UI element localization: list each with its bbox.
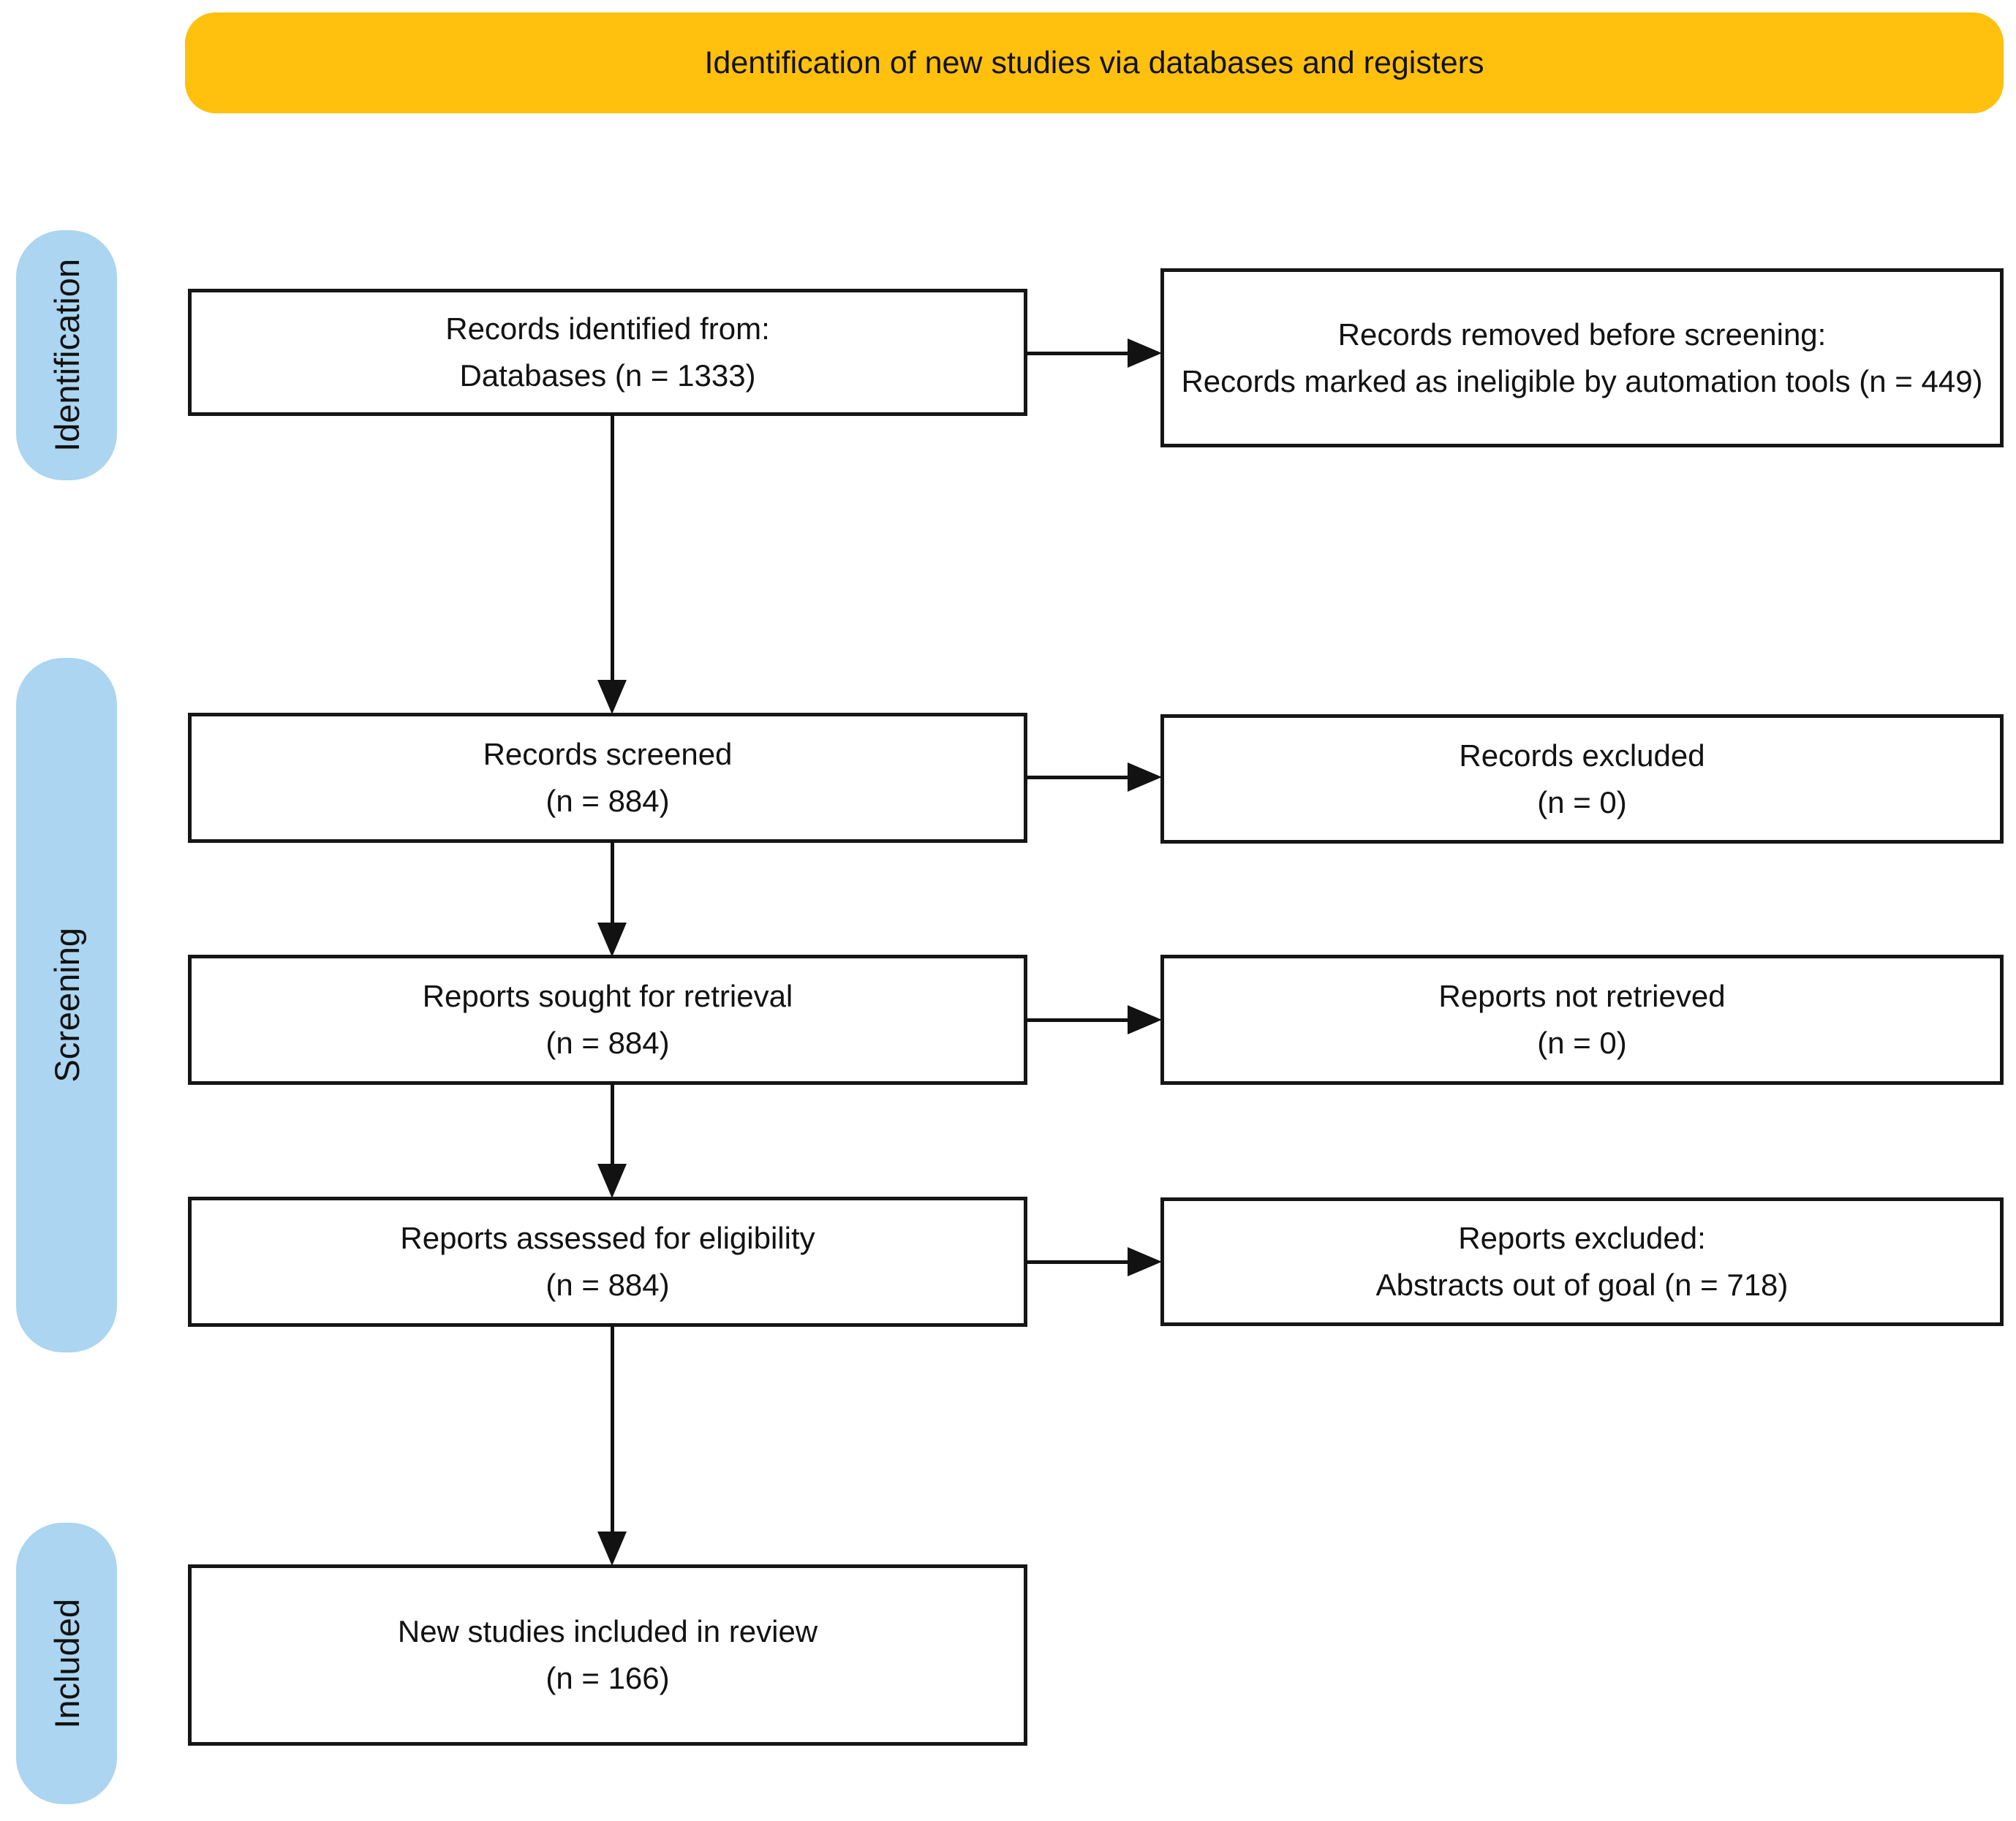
box-reports-sought xyxy=(188,955,1027,1085)
arrow-line xyxy=(1026,1260,1130,1264)
box-reports-assessed-line1: Reports assessed for eligibility xyxy=(400,1221,815,1256)
arrowhead-right-icon xyxy=(1128,1005,1162,1034)
box-reports-not-retrieved xyxy=(1160,955,2004,1085)
arrowhead-right-icon xyxy=(1128,338,1162,368)
box-reports-not-retrieved-line2: (n = 0) xyxy=(1537,1026,1627,1060)
arrow-sought-to-not-retrieved xyxy=(1026,1005,1162,1034)
arrowhead-down-icon xyxy=(597,923,627,957)
box-reports-sought-line2: (n = 884) xyxy=(545,1026,670,1060)
box-records-screened xyxy=(188,713,1027,843)
arrow-line xyxy=(1026,352,1130,355)
arrow-sought-to-assessed xyxy=(597,1083,627,1198)
arrow-screened-to-sought xyxy=(597,841,627,957)
box-records-identified-line1: Records identified from: xyxy=(445,311,770,347)
box-reports-sought-line1: Reports sought for retrieval xyxy=(422,979,793,1014)
box-records-screened-line2: (n = 884) xyxy=(545,784,670,818)
stage-label-identification xyxy=(16,230,117,480)
box-reports-excluded xyxy=(1160,1197,2004,1326)
stage-label-screening-text: Screening xyxy=(47,928,86,1083)
arrowhead-right-icon xyxy=(1128,762,1162,792)
box-reports-assessed-line2: (n = 884) xyxy=(545,1268,670,1302)
banner xyxy=(185,12,2004,113)
stage-label-identification-text: Identification xyxy=(47,259,86,452)
arrowhead-right-icon xyxy=(1128,1247,1162,1276)
arrowhead-down-icon xyxy=(597,680,627,714)
arrow-identified-to-removed xyxy=(1026,338,1162,368)
box-new-studies-included xyxy=(188,1564,1027,1746)
box-records-identified xyxy=(188,289,1027,416)
arrowhead-down-icon xyxy=(597,1532,627,1566)
box-records-screened-line1: Records screened xyxy=(483,737,733,772)
stage-label-screening xyxy=(16,658,117,1352)
arrowhead-down-icon xyxy=(597,1164,627,1198)
arrow-assessed-to-included xyxy=(597,1325,627,1566)
box-new-studies-included-line1: New studies included in review xyxy=(397,1614,818,1649)
arrow-assessed-to-reports-excluded xyxy=(1026,1247,1162,1276)
arrow-line xyxy=(611,1083,614,1166)
box-reports-excluded-line1: Reports excluded: xyxy=(1458,1221,1706,1256)
arrow-line xyxy=(611,1325,614,1534)
box-records-removed-line2: Records marked as ineligible by automation tools (n = 449) xyxy=(1181,363,1983,398)
stage-label-included xyxy=(16,1523,117,1804)
box-reports-assessed xyxy=(188,1197,1027,1327)
box-records-excluded-line1: Records excluded xyxy=(1459,738,1705,773)
box-records-excluded xyxy=(1160,714,2004,844)
stage-label-included-text: Included xyxy=(47,1598,86,1729)
box-new-studies-included-line2: (n = 166) xyxy=(545,1661,670,1695)
arrow-line xyxy=(1026,1018,1130,1022)
arrow-screened-to-excluded xyxy=(1026,762,1162,792)
arrow-line xyxy=(1026,776,1130,779)
box-records-excluded-line2: (n = 0) xyxy=(1537,784,1627,819)
box-records-removed xyxy=(1160,268,2004,447)
box-records-identified-line2: Databases (n = 1333) xyxy=(459,358,756,393)
arrow-identified-to-screened xyxy=(597,413,627,714)
box-reports-not-retrieved-line1: Reports not retrieved xyxy=(1438,979,1726,1014)
banner-label: Identification of new studies via databases and registers xyxy=(704,45,1484,80)
arrow-line xyxy=(611,841,614,925)
box-records-removed-line1: Records removed before screening: xyxy=(1337,317,1827,352)
arrow-line xyxy=(611,413,614,682)
box-reports-excluded-line2: Abstracts out of goal (n = 718) xyxy=(1375,1268,1789,1302)
